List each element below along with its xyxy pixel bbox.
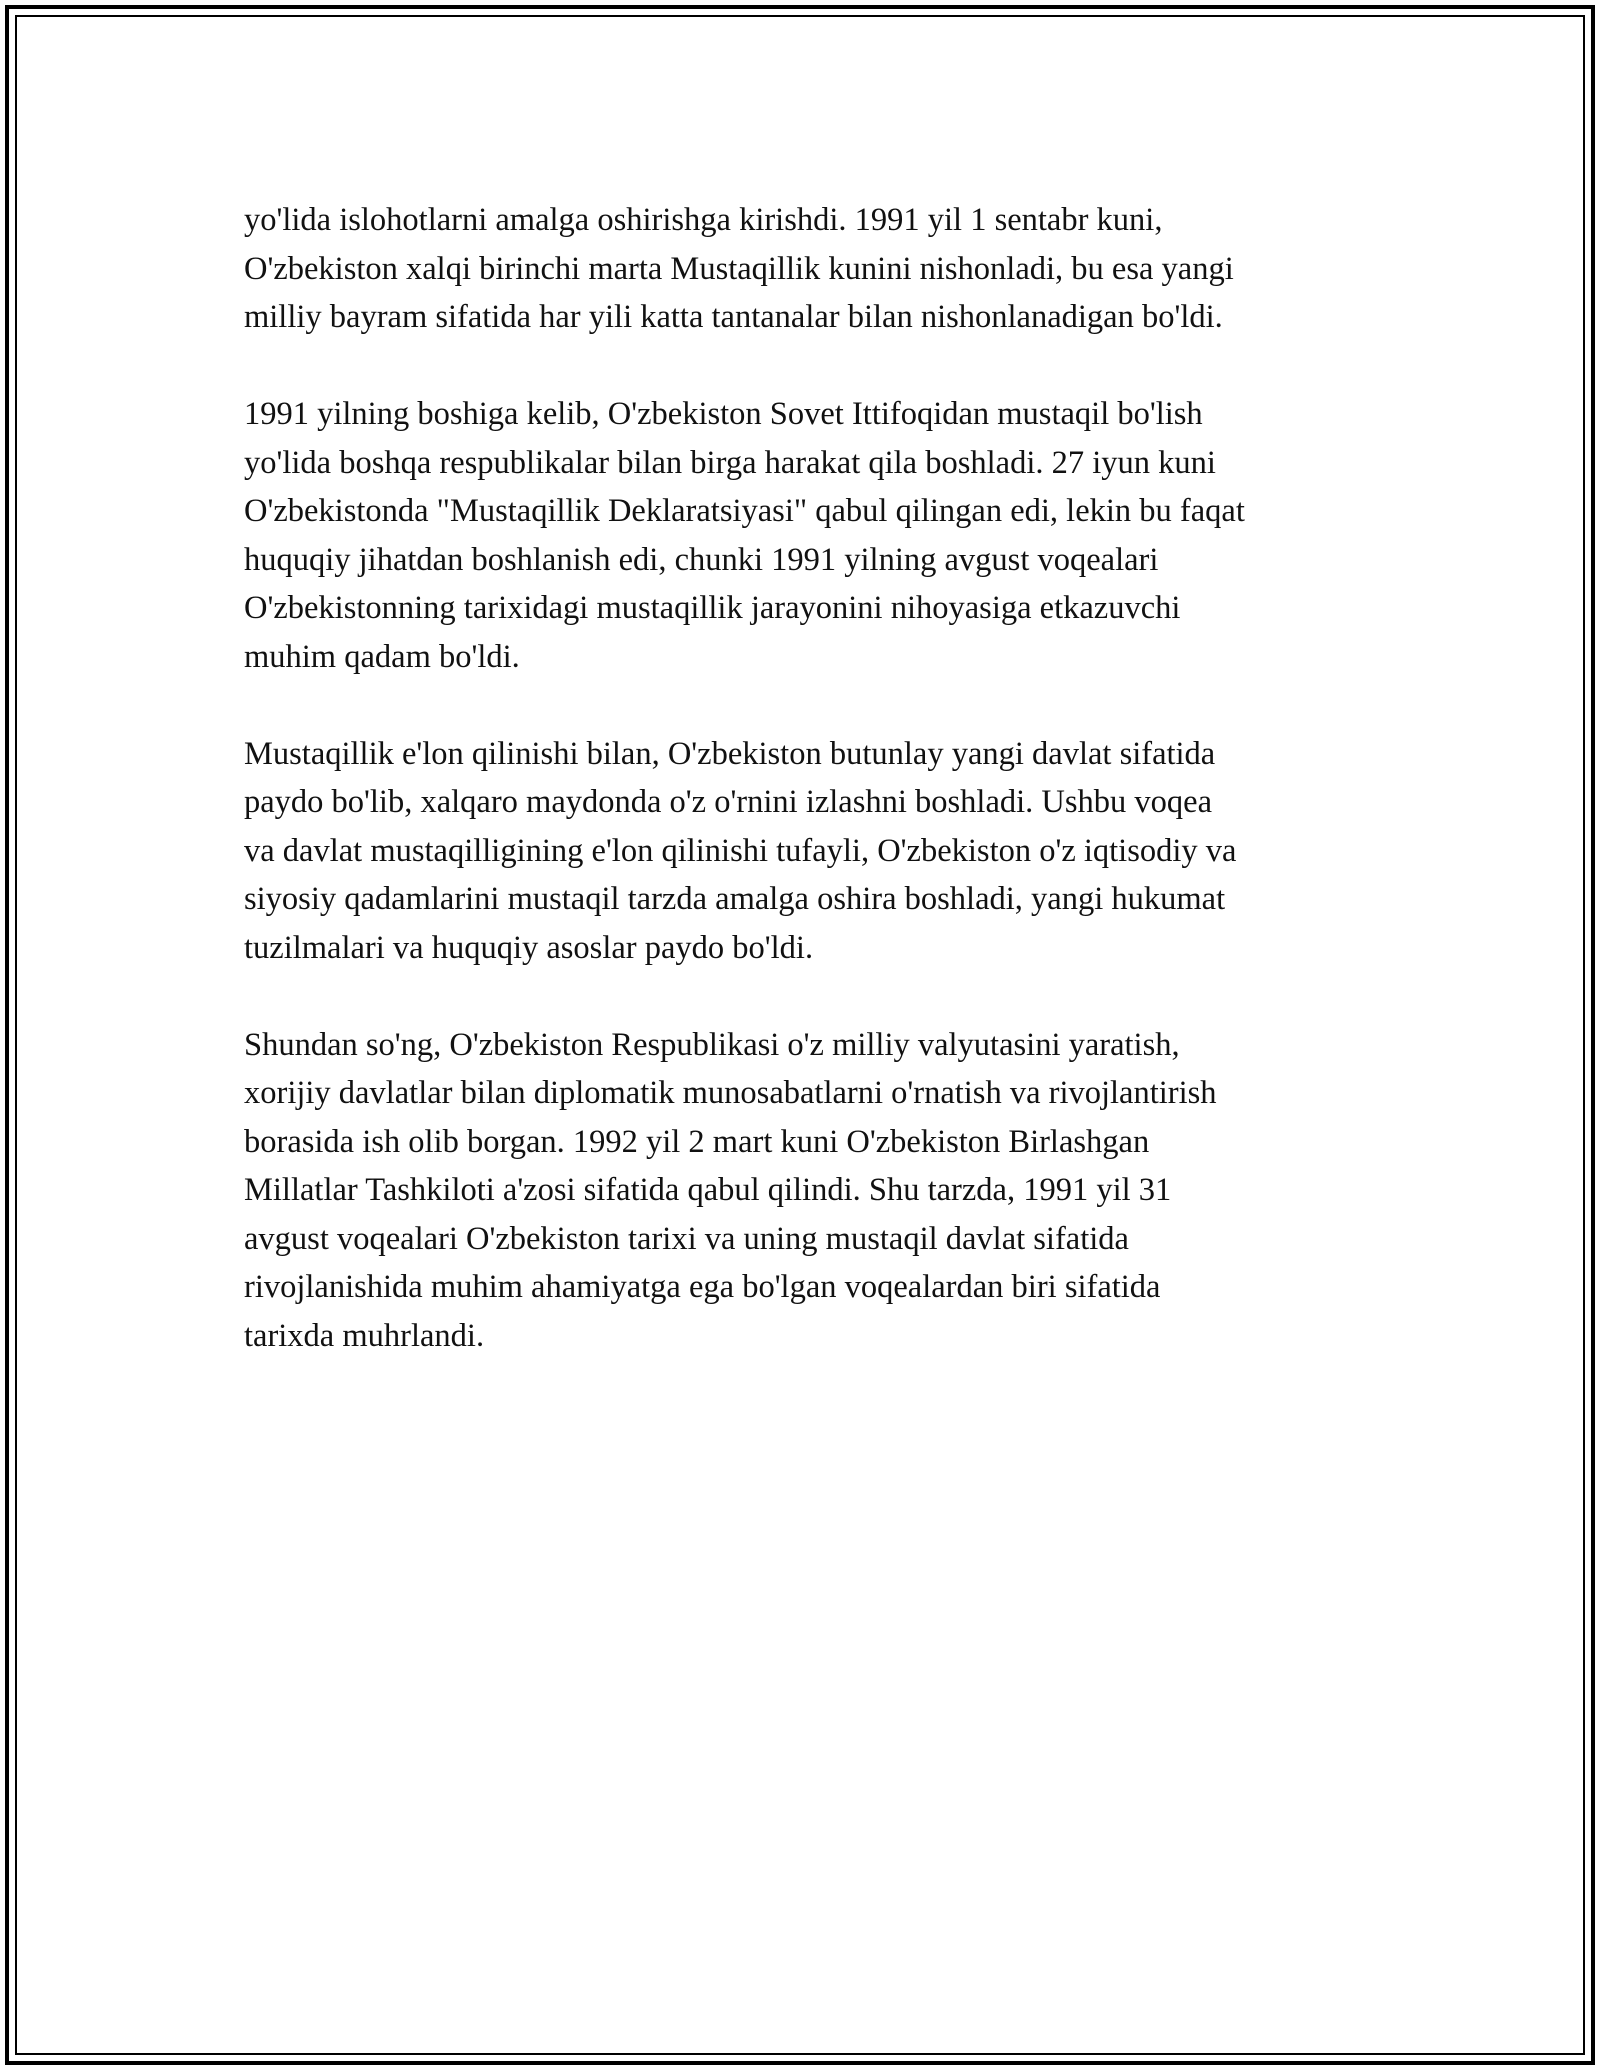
text-line: 1991 yilning boshiga kelib, O'zbekiston Sovet Ittifoqidan mustaqil bo'lish	[244, 396, 1203, 432]
text-line: borasida ish olib borgan. 1992 yil 2 mart kuni O'zbekiston Birlashgan	[244, 1123, 1150, 1160]
page-border	[5, 5, 1595, 2065]
text-line: va davlat mustaqilligining e'lon qilinishi tufayli, O'zbekiston o'z iqtisodiy va	[244, 832, 1237, 869]
text-line: siyosiy qadamlarini mustaqil tarzda amalga oshira boshladi, yangi hukumat	[244, 881, 1226, 917]
paragraph-4	[244, 1021, 1394, 1361]
text-line: rivojlanishida muhim ahamiyatga ega bo'lgan voqealardan biri sifatida	[244, 1269, 1161, 1305]
paragraph-3	[244, 730, 1394, 973]
text-line: tuzilmalari va huquqiy asoslar paydo bo'ldi.	[244, 929, 814, 966]
text-line: O'zbekistonning tarixidagi mustaqillik jarayonini nihoyasiga etkazuvchi	[244, 590, 1181, 626]
text-line: avgust voqealari O'zbekiston tarixi va uning mustaqil davlat sifatida	[244, 1220, 1129, 1257]
text-line: O'zbekistonda "Mustaqillik Deklaratsiyasi" qabul qilingan edi, lekin bu faqat	[244, 493, 1245, 529]
document-body	[244, 196, 1394, 1409]
text-line: yo'lida islohotlarni amalga oshirishga kirishdi. 1991 yil 1 sentabr kuni,	[244, 202, 1163, 238]
paragraph-2	[244, 390, 1394, 681]
text-line: muhim qadam bo'ldi.	[244, 638, 520, 675]
text-line: tarixda muhrlandi.	[244, 1317, 485, 1354]
text-line: huquqiy jihatdan boshlanish edi, chunki 1991 yilning avgust voqealari	[244, 541, 1159, 578]
text-line: Millatlar Tashkiloti a'zosi sifatida qabul qilindi. Shu tarzda, 1991 yil 31	[244, 1172, 1172, 1208]
text-line: paydo bo'lib, xalqaro maydonda o'z o'rnini izlashni boshladi. Ushbu voqea	[244, 784, 1213, 820]
text-line: yo'lida boshqa respublikalar bilan birga harakat qila boshladi. 27 iyun kuni	[244, 444, 1216, 481]
text-line: milliy bayram sifatida har yili katta tantanalar bilan nishonlanadigan bo'ldi.	[244, 299, 1223, 335]
text-line: Shundan so'ng, O'zbekiston Respublikasi o'z milliy valyutasini yaratish,	[244, 1026, 1180, 1063]
paragraph-1	[244, 196, 1394, 342]
text-line: xorijiy davlatlar bilan diplomatik munosabatlarni o'rnatish va rivojlantirish	[244, 1075, 1217, 1111]
text-line: O'zbekiston xalqi birinchi marta Mustaqillik kunini nishonladi, bu esa yangi	[244, 250, 1234, 287]
text-line: Mustaqillik e'lon qilinishi bilan, O'zbekiston butunlay yangi davlat sifatida	[244, 735, 1216, 772]
